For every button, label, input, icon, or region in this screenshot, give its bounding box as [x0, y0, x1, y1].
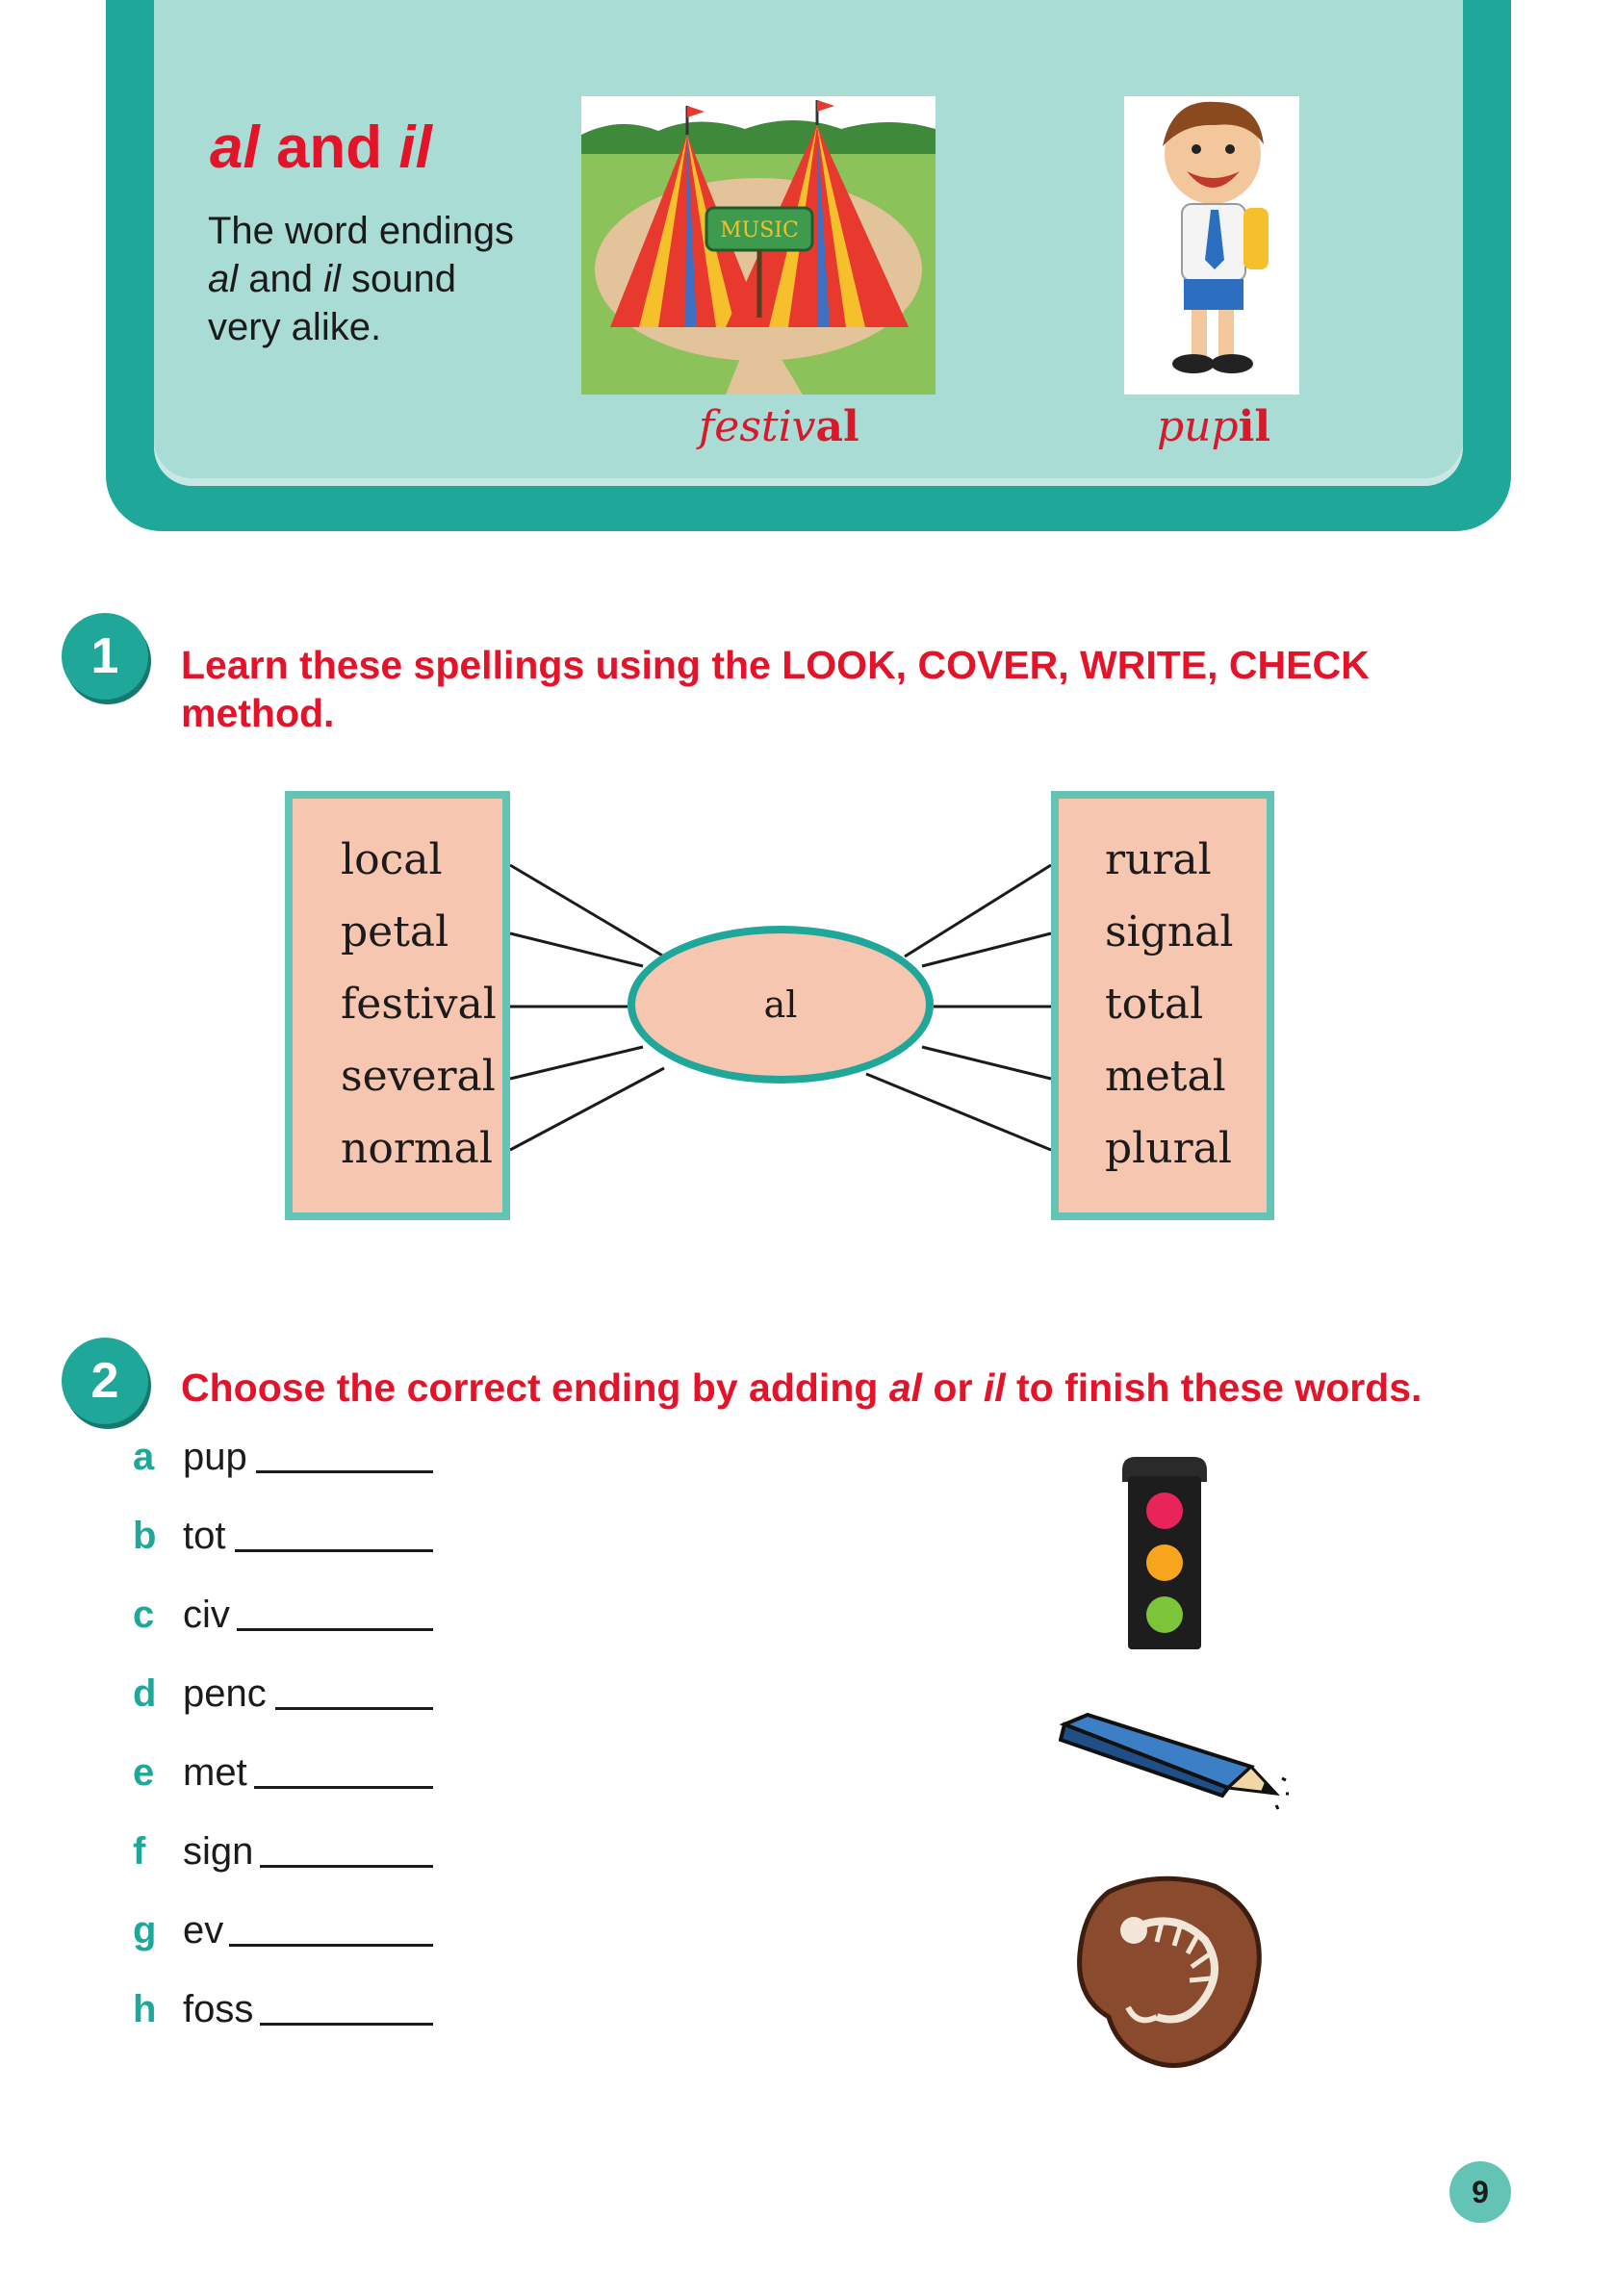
exercise-stem: foss	[183, 1988, 254, 2030]
exercise-stem: pup	[183, 1436, 247, 1478]
answer-blank[interactable]	[260, 1865, 433, 1868]
answer-blank[interactable]	[256, 1470, 433, 1473]
exercise-stem: penc	[183, 1672, 267, 1715]
left-word: normal	[341, 1124, 493, 1173]
exercise-item	[133, 1672, 267, 1730]
right-word: rural	[1105, 835, 1212, 884]
lesson-description: The word endings al and il sound very alike.	[208, 210, 514, 348]
exercise-stem: tot	[183, 1515, 226, 1557]
answer-blank[interactable]	[235, 1549, 433, 1552]
exercise-item	[133, 1909, 223, 1967]
exercise-item	[133, 1515, 225, 1572]
activity-1-badge: 1	[62, 613, 148, 700]
exercise-stem: sign	[183, 1830, 254, 1873]
answer-blank[interactable]	[229, 1944, 433, 1947]
exercise-letter: c	[133, 1594, 155, 1636]
exercise-letter: e	[133, 1751, 155, 1794]
left-word: petal	[341, 907, 449, 957]
exercise-letter: h	[133, 1988, 157, 2030]
exercise-item	[133, 1594, 230, 1651]
exercise-item	[133, 1436, 247, 1493]
answer-blank[interactable]	[260, 2023, 433, 2026]
activity-1-instruction: Learn these spellings using the LOOK, COVER, WRITE, CHECK method.	[181, 643, 1370, 735]
answer-blank[interactable]	[254, 1786, 433, 1789]
right-word: total	[1105, 980, 1204, 1029]
exercise-letter: b	[133, 1515, 157, 1557]
activity-2-badge: 2	[62, 1338, 148, 1424]
right-word: plural	[1105, 1124, 1232, 1173]
activity-2-instruction: Choose the correct ending by adding al or il to finish these words.	[181, 1365, 1423, 1410]
answer-blank[interactable]	[275, 1707, 433, 1710]
lesson-title: al and il	[210, 115, 432, 181]
exercise-letter: g	[133, 1909, 157, 1952]
left-word: local	[341, 835, 443, 884]
center-ending-ellipse	[628, 926, 934, 1084]
right-word: signal	[1105, 907, 1234, 957]
exercise-item	[133, 1751, 247, 1809]
exercise-item	[133, 1988, 253, 2046]
right-word: metal	[1105, 1052, 1226, 1101]
exercise-stem: civ	[183, 1594, 230, 1636]
festival-caption: festival	[699, 402, 859, 451]
exercise-stem: ev	[183, 1909, 224, 1952]
exercise-stem: met	[183, 1751, 247, 1794]
fossil-icon	[1070, 1873, 1267, 2075]
pupil-caption: pupil	[1157, 402, 1271, 451]
exercise-letter: d	[133, 1672, 157, 1715]
left-word: festival	[341, 980, 497, 1029]
exercise-letter: f	[133, 1830, 146, 1873]
answer-blank[interactable]	[237, 1628, 433, 1631]
page-number: 9	[1449, 2161, 1511, 2223]
exercise-item	[133, 1830, 253, 1888]
exercise-letter: a	[133, 1436, 155, 1478]
pencil-icon	[1059, 1711, 1290, 1811]
traffic-light-icon	[1116, 1453, 1213, 1651]
left-word: several	[341, 1052, 496, 1101]
center-ending-label: al	[763, 983, 798, 1026]
tent-sign-text: MUSIC	[720, 218, 799, 242]
